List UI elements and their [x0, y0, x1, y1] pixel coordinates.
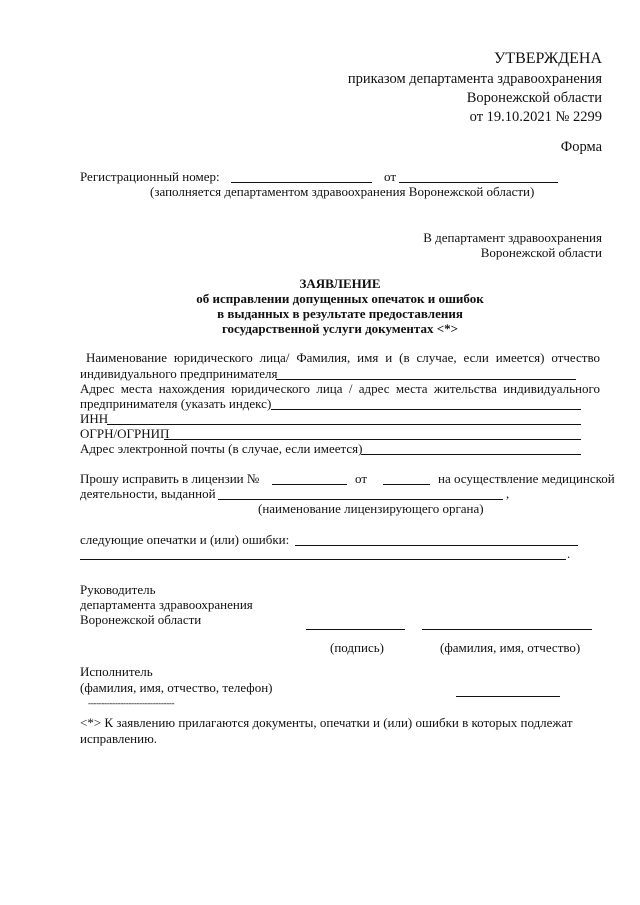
request-text-1: Прошу исправить в лицензии №: [80, 471, 260, 486]
applicant-name-label-2: индивидуального предпринимателя: [80, 366, 278, 381]
request-text-3: деятельности, выданной: [80, 486, 216, 501]
errors-dot: .: [567, 546, 571, 561]
executor-label: Исполнитель: [80, 664, 153, 679]
addressee-line-2: Воронежской области: [480, 245, 602, 260]
form-label: Форма: [560, 139, 602, 155]
executor-field[interactable]: [456, 696, 560, 697]
registration-number-label: Регистрационный номер:: [80, 169, 220, 184]
approval-title: УТВЕРЖДЕНА: [493, 50, 602, 67]
registration-note: (заполняется департаментом здравоохранения Воронежской области): [150, 184, 535, 199]
document-subtitle-2: в выданных в результате предоставления: [217, 306, 463, 321]
address-label: Адрес места нахождения юридического лица / адрес места жительства индивидуального: [80, 381, 600, 396]
request-text-from: от: [355, 471, 368, 486]
license-number-field[interactable]: [272, 484, 347, 485]
errors-label: следующие опечатки и (или) ошибки:: [80, 532, 290, 547]
applicant-name-field[interactable]: [276, 379, 576, 380]
document-subtitle-1: об исправлении допущенных опечаток и ошибок: [196, 291, 484, 306]
registration-date-label: от: [384, 169, 397, 184]
approval-line-2: Воронежской области: [466, 90, 602, 106]
address-field[interactable]: [271, 409, 581, 410]
addressee-line-1: В департамент здравоохранения: [423, 230, 602, 245]
registration-date-field[interactable]: [399, 182, 558, 183]
email-field[interactable]: [361, 454, 581, 455]
inn-label: ИНН: [80, 411, 109, 426]
request-comma: ,: [506, 486, 510, 501]
head-title-1: Руководитель: [80, 582, 156, 597]
head-fio-field[interactable]: [422, 629, 592, 630]
approval-line-1: приказом департамента здравоохранения: [347, 71, 602, 87]
fio-caption: (фамилия, имя, отчество): [440, 640, 581, 655]
ogrn-field[interactable]: [164, 439, 581, 440]
footnote-line-1: <*> К заявлению прилагаются документы, опечатки и (или) ошибки в которых подлежат: [80, 715, 573, 730]
errors-field-2[interactable]: [80, 559, 566, 560]
request-text-2: на осуществление медицинской: [438, 471, 615, 486]
head-title-2: департамента здравоохранения: [80, 597, 253, 612]
footnote-separator: --------------------------------: [88, 698, 175, 708]
approval-line-3: от 19.10.2021 № 2299: [469, 109, 602, 125]
ogrn-label: ОГРН/ОГРНИП: [80, 426, 170, 441]
email-label: Адрес электронной почты (в случае, если имеется): [80, 441, 363, 456]
footnote-line-2: исправлению.: [80, 731, 158, 746]
licensing-authority-field[interactable]: [218, 499, 503, 500]
document-subtitle-3: государственной услуги документах <*>: [221, 321, 459, 336]
applicant-name-label: Наименование юридического лица/ Фамилия, имя и (в случае, если имеется) отчество: [86, 350, 600, 365]
address-label-2: предпринимателя (указать индекс): [80, 396, 272, 411]
document-title: ЗАЯВЛЕНИЕ: [299, 276, 381, 291]
license-date-field[interactable]: [383, 484, 430, 485]
inn-field[interactable]: [107, 424, 581, 425]
signature-field[interactable]: [306, 629, 405, 630]
licensing-authority-note: (наименование лицензирующего органа): [258, 501, 484, 516]
head-title-3: Воронежской области: [80, 612, 202, 627]
signature-caption: (подпись): [330, 640, 384, 655]
executor-details-label: (фамилия, имя, отчество, телефон): [80, 680, 273, 695]
registration-number-field[interactable]: [231, 182, 372, 183]
errors-field-1[interactable]: [295, 545, 578, 546]
